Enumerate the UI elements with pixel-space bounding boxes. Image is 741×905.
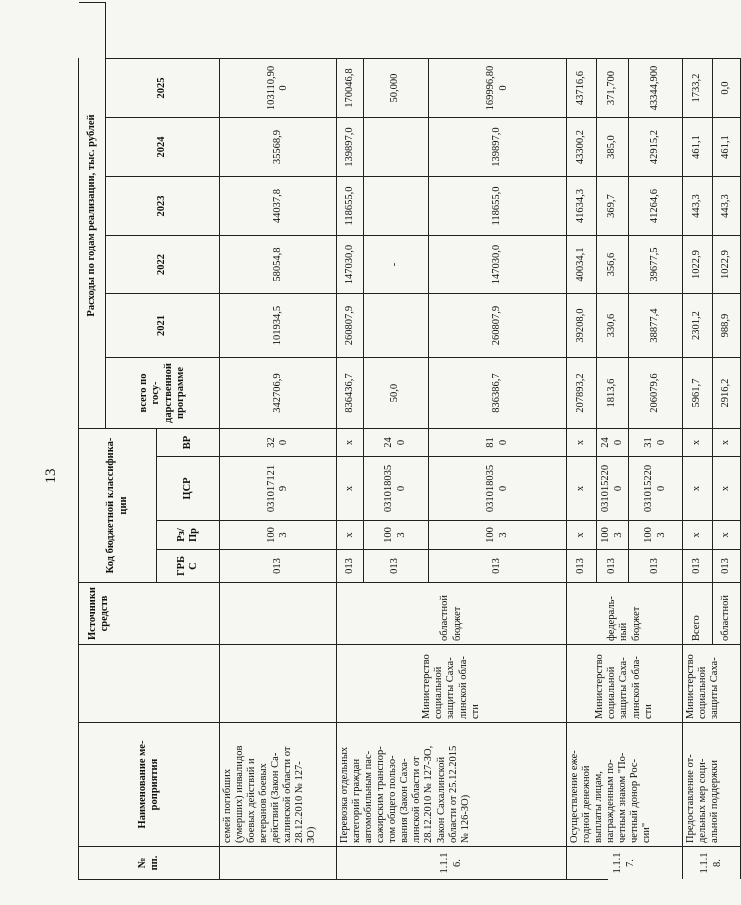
r118-l1-csr: x (683, 456, 713, 520)
r117-l1-rzpr: x (567, 520, 597, 549)
r118-l1-2022: 1022,9 (683, 235, 713, 293)
r117-name: Осуществление еже- годной денежной выплаты лицам, награжденным по- четным знаком "По- четный донор Рос- сии" (567, 722, 683, 846)
r117-l2-grbs: 013 (597, 549, 629, 582)
r117-num: 1.1.1 7. (567, 846, 683, 879)
r116-l1-2025: 170046,8 (337, 58, 364, 117)
r116-l2-rzpr: 100 3 (363, 520, 429, 549)
r116-l3-csr: 031018035 0 (429, 456, 567, 520)
header-rzpr: Рз/ Пр (157, 520, 220, 549)
r115-2024: 35568,9 (220, 117, 337, 176)
r118-num: 1.1.1 8. (683, 846, 741, 879)
r116-l3-2022: 147030,0 (429, 235, 567, 293)
r118-name: Предоставление от- дельных мер соци- альной поддержки (683, 722, 741, 846)
r116-l1-csr: x (337, 456, 364, 520)
r117-l2-csr: 031015220 0 (597, 456, 629, 520)
r116-l2-2023 (363, 176, 429, 235)
r118-l1-2024: 461,1 (683, 117, 713, 176)
r118-l2-2022: 1022,9 (713, 235, 741, 293)
header-executor (79, 644, 220, 722)
r116-l1-2024: 139897,0 (337, 117, 364, 176)
header-num: № пп. (79, 846, 220, 879)
r116-l3-2021: 260807,9 (429, 293, 567, 357)
r116-l3-grbs: 013 (429, 549, 567, 582)
rotated-table-wrapper (78, 58, 732, 880)
r118-l2-2025: 0,0 (713, 58, 741, 117)
r117-l2-2022: 356,6 (597, 235, 629, 293)
header-kbk-group: Код бюджетной классифика- ции (79, 428, 157, 582)
r116-l3-total: 836386,7 (429, 357, 567, 428)
r116-l1-2021: 260807,9 (337, 293, 364, 357)
r115-source (220, 582, 337, 644)
r116-l2-total: 50,0 (363, 357, 429, 428)
r117-l1-2024: 43300,2 (567, 117, 597, 176)
budget-table (78, 58, 732, 880)
r118-l1-rzpr: x (683, 520, 713, 549)
r115-grbs: 013 (220, 549, 337, 582)
r116-l1-2023: 118655,0 (337, 176, 364, 235)
r116-l2-grbs: 013 (363, 549, 429, 582)
r117-l3-2024: 42915,2 (629, 117, 683, 176)
r115-vr: 32 0 (220, 428, 337, 456)
r118-l1-vr: x (683, 428, 713, 456)
r117-l3-csr: 031015220 0 (629, 456, 683, 520)
r118-l1-grbs: 013 (683, 549, 713, 582)
r117-l3-total: 206079,6 (629, 357, 683, 428)
header-year-2021: 2021 (106, 293, 220, 357)
r116-l2-2022: - (363, 235, 429, 293)
r117-l2-2024: 385,0 (597, 117, 629, 176)
r116-l2-csr: 031018035 0 (363, 456, 429, 520)
header-year-2025: 2025 (106, 58, 220, 117)
r116-l1-2022: 147030,0 (337, 235, 364, 293)
r116-name: Перевозка отдельных категорий граждан автомобильным пас- сажирским транспор- том общего пользо- вания (Закон Саха- линской области от 28.12.2010 № 127-ЗО, Закон Сахалинской области от 25.12.2015 № 126-ЗО) (337, 722, 567, 846)
r117-l1-total: 207893,2 (567, 357, 597, 428)
r116-l3-2023: 118655,0 (429, 176, 567, 235)
r116-l2-2025: 50,000 (363, 58, 429, 117)
r115-2025: 103110,90 0 (220, 58, 337, 117)
r116-l1-vr: x (337, 428, 364, 456)
r115-rzpr: 100 3 (220, 520, 337, 549)
r118-l2-2023: 443,3 (713, 176, 741, 235)
r115-name-continued: семей погибших (умерших) инвалидов боевых действий и ветеранов боевых действий (Закон Са- халинской области от 28.12.2010 № 127- ЗО) (220, 722, 337, 846)
r116-source: областной бюджет (337, 582, 567, 644)
header-total: всего по госу- дарственной программе (106, 357, 220, 428)
r115-csr: 031017121 9 (220, 456, 337, 520)
header-year-2022: 2022 (106, 235, 220, 293)
r118-l1-2025: 1733,2 (683, 58, 713, 117)
r117-l1-vr: x (567, 428, 597, 456)
r117-source: федераль- ный бюджет (567, 582, 683, 644)
r117-l1-2023: 41634,3 (567, 176, 597, 235)
r117-l3-grbs: 013 (629, 549, 683, 582)
r116-l3-2025: 169996,80 0 (429, 58, 567, 117)
r116-l2-2021 (363, 293, 429, 357)
r118-l1-2021: 2301,2 (683, 293, 713, 357)
header-source: Источники средств (79, 582, 220, 644)
r117-l2-2021: 330,6 (597, 293, 629, 357)
r118-executor: Министерство социальной защиты Саха- (683, 644, 741, 722)
r118-l2-csr: x (713, 456, 741, 520)
r118-l2-vr: x (713, 428, 741, 456)
r118-l1-2023: 443,3 (683, 176, 713, 235)
r118-l2-2024: 461,1 (713, 117, 741, 176)
header-csr: ЦСР (157, 456, 220, 520)
r116-executor: Министерство социальной защиты Саха- линской обла- сти (337, 644, 567, 722)
r117-l3-rzpr: 100 3 (629, 520, 683, 549)
r116-l1-rzpr: x (337, 520, 364, 549)
r117-l3-2021: 38877,4 (629, 293, 683, 357)
header-name: Наименование ме- роприятия (79, 722, 220, 846)
r117-l1-2021: 39208,0 (567, 293, 597, 357)
r116-l1-grbs: 013 (337, 549, 364, 582)
r117-l1-grbs: 013 (567, 549, 597, 582)
r117-l3-2023: 41264,6 (629, 176, 683, 235)
r117-l1-csr: x (567, 456, 597, 520)
r118-l2-total: 2916,2 (713, 357, 741, 428)
r118-l2-2021: 988,9 (713, 293, 741, 357)
header-vr: ВР (157, 428, 220, 456)
r117-l1-2025: 43716,6 (567, 58, 597, 117)
header-year-2024: 2024 (106, 117, 220, 176)
r116-l1-total: 836436,7 (337, 357, 364, 428)
rotated-table (78, 58, 732, 880)
r117-l2-2025: 371,700 (597, 58, 629, 117)
header-year-2023: 2023 (106, 176, 220, 235)
r115-2023: 44037,8 (220, 176, 337, 235)
r116-l2-vr: 24 0 (363, 428, 429, 456)
r116-l3-vr: 81 0 (429, 428, 567, 456)
header-years-group: Расходы по годам реализации, тыс. рублей (79, 2, 106, 428)
r115-2021: 101934,5 (220, 293, 337, 357)
r117-l2-2023: 369,7 (597, 176, 629, 235)
r117-l3-2025: 43344,900 (629, 58, 683, 117)
r115-total: 342706,9 (220, 357, 337, 428)
r116-num: 1.1.1 6. (337, 846, 567, 879)
r118-l1-total: 5961,7 (683, 357, 713, 428)
r116-l2-2024 (363, 117, 429, 176)
r115-2022: 58054,8 (220, 235, 337, 293)
r117-l1-2022: 40034,1 (567, 235, 597, 293)
r117-l2-rzpr: 100 3 (597, 520, 629, 549)
page-number: 13 (42, 468, 59, 484)
r118-l2-grbs: 013 (713, 549, 741, 582)
r115-executor (220, 644, 337, 722)
r116-l3-rzpr: 100 3 (429, 520, 567, 549)
r117-l2-total: 1813,6 (597, 357, 629, 428)
r117-l3-2022: 39677,5 (629, 235, 683, 293)
r118-l1-source: Всего (683, 582, 713, 644)
r116-l3-2024: 139897,0 (429, 117, 567, 176)
r117-l3-vr: 31 0 (629, 428, 683, 456)
r115-num (220, 846, 337, 879)
r118-l2-source: областной (713, 582, 741, 644)
r117-l2-vr: 24 0 (597, 428, 629, 456)
header-grbs: ГРБ С (157, 549, 220, 582)
r117-executor: Министерство социальной защиты Саха- линской обла- сти (567, 644, 683, 722)
r118-l2-rzpr: x (713, 520, 741, 549)
